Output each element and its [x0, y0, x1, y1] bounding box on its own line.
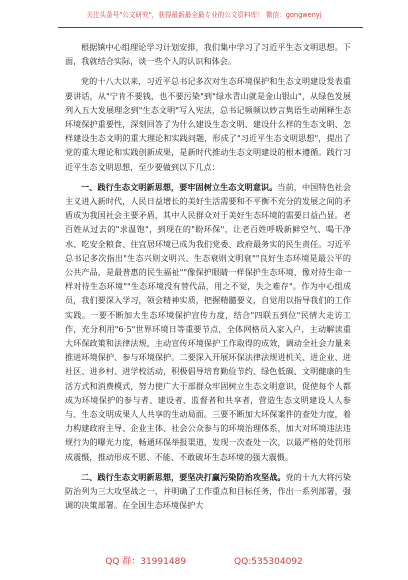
section-two-paragraph [65, 470, 351, 513]
promo-header [0, 10, 408, 20]
background-paragraph [65, 74, 351, 173]
section-two-heading: 二、践行生态文明新思想，要坚决打赢污染防治攻坚战。 [81, 471, 286, 482]
paragraph-text: 党的十八大以来，习近平总书记多次对生态环境保护和生态文明建设发表重要讲话，从"宁肯不要钱，也不要污染"到"绿水青山就是金山银山"，从绿色发展列入五大发展理念到"生态文明"写入宪法，总书记频频以妙言隽语生动阐释生态环境保护重要性，深刻回答了为什么建设生态文明、建设什么样的生态文明、怎样建设生态文明的重大理论和实践问题，形成了"习近平生态文明思想"，提出了党的重大理论和实践创新成果，是新时代推动生态文明建设的根本遵循。践行习近平生态文明思想，至少要做到以下几点： [65, 76, 351, 172]
document-body [65, 40, 351, 513]
paragraph-text: 当前，中国特色社会主义进入新时代，人民日益增长的美好生活需要和不平衡不充分的发展之间的矛盾成为我国社会主要矛盾，其中人民群众对于美好生态环境的需要日益凸显。老百姓从过去的"求温饱"，到现在的"盼环保"，让老百姓呼吸新鲜空气、喝干净水、吃安全粮食、住宜居环境已成为我们党委、政府最务实的民生责任。习近平总书记多次指出"生态兴则文明兴、生态衰则文明衰""良好生态环境是最公平的公共产品，是最普惠的民生福祉""像保护眼睛一样保护生态环境，像对待生命一样对待生态环境""生态环境没有替代品，用之不觉，失之难存"。作为中心组成员，我们要深入学习，领会精神实质，把握精髓要义，自觉用以指导我们的工作实践。一要不断加大生态环境保护宣传力度，结合"四联五到位"民情大走访工作，充分利用"6·5"世界环境日等重要节点，全体网格员入家入户，主动解读重大环保政策和法律法规，主动宣传环境保护工作取得的成效，调动全社会力量来推进环境保护、参与环境保护。二要深入开展环保法律法规进机关、进企业、进社区、进乡村、进学校活动，积极倡导培育勤俭节约、绿色低碳、文明健康的生活方式和消费模式，努力使广大干部群众牢固树立生态文明意识，促使每个人都成为环境保护的参与者、建设者、监督者和共享者，营造生态文明建设人人参与、生态文明成果人人共享的生动局面。三要不断加大环保案件的查处力度，着力构建政府主导、企业主体、社会公众参与的环境治理体系，加大对环境违法违规行为的曝光力度，畅通环保举报渠道，发现一次查处一次，以最严格的处罚形成震慑，推动形成不愿、不能、不敢破坏生态环境的强大震慑。 [65, 181, 351, 462]
paragraph-text: 党的十九大将污染防治列为三大攻坚战之一，并明确了工作重点和目标任务，作出一系列部署，强调的决策部署。在全国生态环境保护大 [65, 471, 351, 511]
qq-group: QQ 群：31991489 [105, 557, 187, 567]
promo-header-line: 关注头条号"公文研究"，获得最新最全最专业的公文资料库！ 微信：gongwenyj [86, 11, 322, 19]
header-divider [58, 27, 363, 28]
contact-footer [0, 556, 408, 568]
paragraph-text: 根据镇中心组理论学习计划安排，我们集中学习了习近平生态文明思想。下面，我就结合实际，谈一些个人的认识和体会。 [65, 42, 351, 67]
section-one-heading: 一、践行生态文明新思想，要牢固树立生态文明意识。 [81, 181, 278, 192]
section-one-paragraph [65, 180, 351, 464]
qq-number: QQ:535304092 [234, 557, 303, 567]
intro-paragraph [65, 40, 351, 68]
